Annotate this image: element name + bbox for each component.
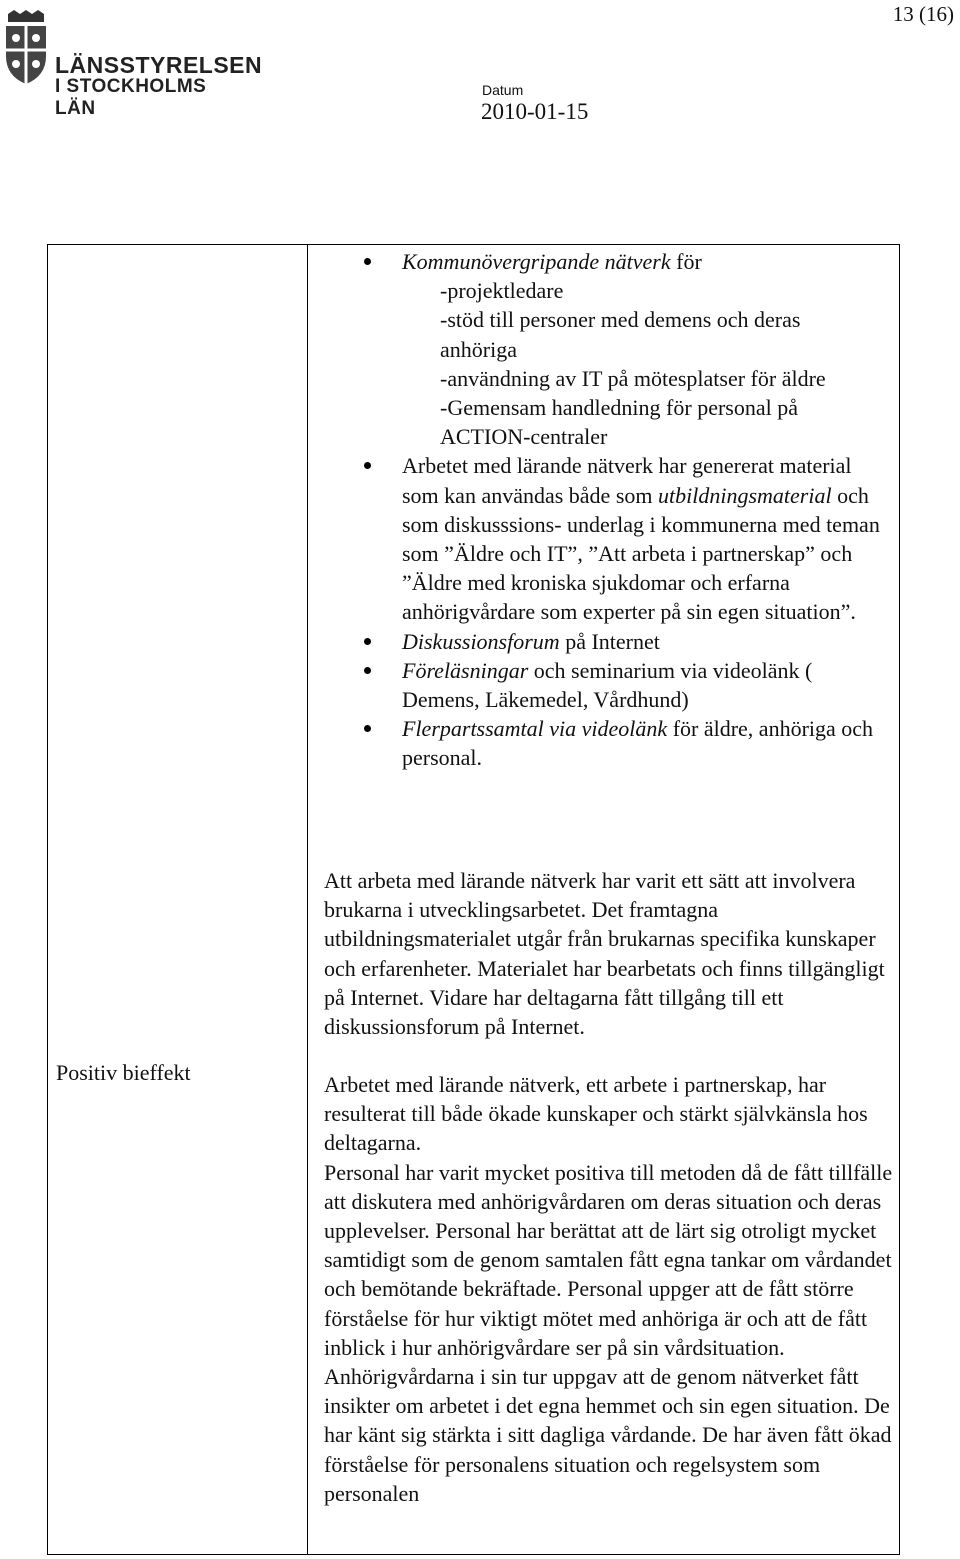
bullet-icon	[364, 258, 371, 265]
content-table	[47, 244, 900, 1555]
page-number: 13 (16)	[892, 2, 954, 26]
date-label: Datum	[482, 82, 524, 98]
bullet-text: för	[670, 249, 702, 274]
bullet-icon	[364, 462, 371, 469]
bullet-arbetet	[402, 451, 882, 626]
bullet-em: utbildningsmaterial	[658, 482, 832, 508]
sub-item: -användning av IT på mötesplatser för äldre	[440, 365, 826, 391]
bullet-forelasningar	[402, 656, 882, 714]
bullet-em: Kommunövergripande nätverk	[402, 249, 671, 274]
crown-emblem-icon	[0, 10, 52, 88]
bullet-em: Föreläsningar	[402, 657, 529, 683]
bullet-text: och som diskusssions- underlag i kommunerna med teman som ”Äldre och IT”, ”Att arbeta i partnerskap” och ”Äldre med kroniska sjukdomar och erfarna anhörigvårdare som experter på sin egen situation”.	[402, 482, 880, 625]
bullet-icon	[364, 638, 371, 645]
sub-item: -Gemensam handledning för personal på	[440, 395, 798, 421]
bullet-flerpartssamtal	[402, 714, 882, 772]
logo-line2: I STOCKHOLMS LÄN	[55, 76, 207, 119]
bullet-icon	[364, 725, 371, 732]
paragraph-partnerskap: Arbetet med lärande nätverk, ett arbete i partnerskap, har resulterat till både ökade kunskaper och stärkt självkänsla hos deltagarna.	[324, 1072, 868, 1156]
table-left-column	[48, 245, 307, 1554]
sub-item: ACTION-centraler	[440, 424, 608, 450]
bullet-text: på Internet	[559, 628, 660, 654]
date-value: 2010-01-15	[481, 99, 589, 124]
bullet-em: Diskussionsforum	[402, 628, 560, 654]
paragraph-involvera: Att arbeta med lärande nätverk har varit ett sätt att involvera brukarna i utvecklingsarbetet. Det framtagna utbildningsmaterialet utgår från brukarnas specifika kunskaper och erfarenheter. Materialet har bearbetats och finns tillgängligt på Internet. Vidare har deltagarna fått tillgång till ett diskussionsforum på Internet.	[324, 868, 885, 1040]
bullet-kommunovergripande	[402, 247, 882, 451]
bullet-em: Flerpartssamtal via videolänk	[402, 716, 668, 742]
paragraph-personal: Personal har varit mycket positiva till metoden då de fått tillfälle att diskutera med anhörigvårdaren om deras situation och deras upplevelser. Personal har berättat att de lärt sig otroligt mycket samtidigt som de genom samtalen fått egna tankar om vårdandet och bemötande bekräftade. Personal uppger att de fått större förståelse för hur viktigt mötet med anhöriga är och att de fått inblick i hur anhörigvårdare ser på sin vårdsituation. Anhörigvårdarna i sin tur uppgav att de genom nätverket fått insikter om arbetet i det egna hemmet och sin egen situation. De har känt sig stärkta i sitt dagliga vårdande. De har även fått ökad förståelse för personalens situation och regelsystem som personalen	[324, 1159, 893, 1506]
logo-line1: LÄNSSTYRELSEN	[55, 52, 263, 78]
row-label-positiv-bieffekt: Positiv bieffekt	[56, 1060, 191, 1085]
bullet-list	[402, 247, 882, 773]
bullet-text: Arbetet med lärande nätverk har genererat material som kan användas både som	[402, 453, 852, 508]
lansstyrelsen-logo	[0, 10, 263, 119]
sub-item: -projektledare	[440, 278, 564, 304]
table-right-column	[307, 245, 899, 1554]
bullet-diskussionsforum	[402, 627, 882, 656]
bullet-icon	[364, 667, 371, 674]
bullet-text: och seminarium via videolänk ( Demens, Läkemedel, Vårdhund)	[402, 657, 813, 713]
sub-item: -stöd till personer med demens och deras	[440, 307, 801, 333]
sub-item: anhöriga	[440, 336, 517, 362]
paragraph-resultat	[324, 1070, 899, 1508]
bullet-text: för äldre, anhöriga och personal.	[402, 716, 874, 771]
